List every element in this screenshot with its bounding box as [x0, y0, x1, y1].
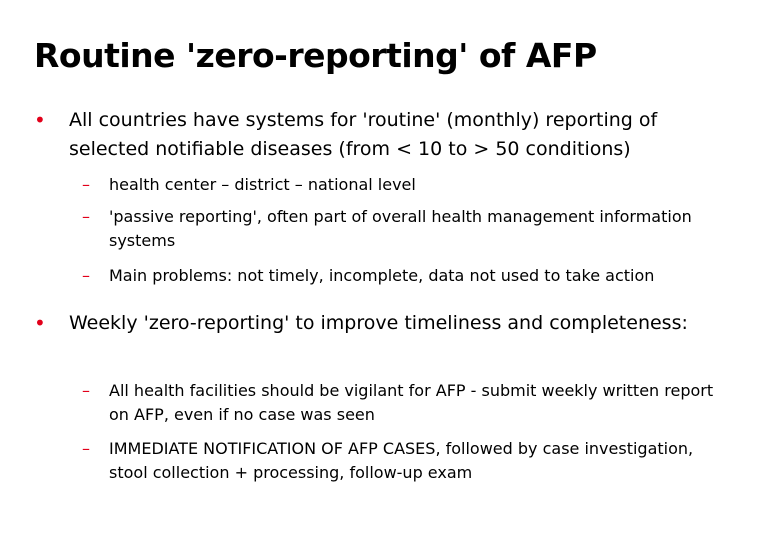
dash-marker: – — [82, 381, 90, 400]
sub-item-text: 'passive reporting', often part of overall health management information systems — [109, 207, 692, 250]
sub-item — [82, 205, 732, 253]
sub-item-text: All health facilities should be vigilant for AFP - submit weekly written report on AFP, even if no case was seen — [109, 381, 714, 424]
bullet-marker: • — [34, 311, 46, 335]
sub-item-text: IMMEDIATE NOTIFICATION OF AFP CASES, followed by case investigation, stool collection + processing, follow-up exam — [109, 439, 694, 482]
bullet-item — [34, 106, 734, 164]
dash-marker: – — [82, 175, 90, 194]
sub-item — [82, 379, 732, 427]
sub-item — [82, 264, 732, 288]
sub-item — [82, 437, 732, 485]
bullet-marker: • — [34, 108, 46, 132]
slide-title: Routine 'zero-reporting' of AFP — [34, 36, 597, 75]
dash-marker: – — [82, 207, 90, 226]
sub-item-text: health center – district – national level — [109, 175, 416, 194]
sub-item-text: Main problems: not timely, incomplete, data not used to take action — [109, 266, 655, 285]
sub-item — [82, 173, 732, 197]
dash-marker: – — [82, 439, 90, 458]
dash-marker: – — [82, 266, 90, 285]
bullet-item — [34, 309, 734, 338]
bullet-text: All countries have systems for 'routine' (monthly) reporting of selected notifiable diseases (from < 10 to > 50 conditions) — [69, 109, 658, 160]
bullet-text: Weekly 'zero-reporting' to improve timeliness and completeness: — [69, 312, 688, 334]
